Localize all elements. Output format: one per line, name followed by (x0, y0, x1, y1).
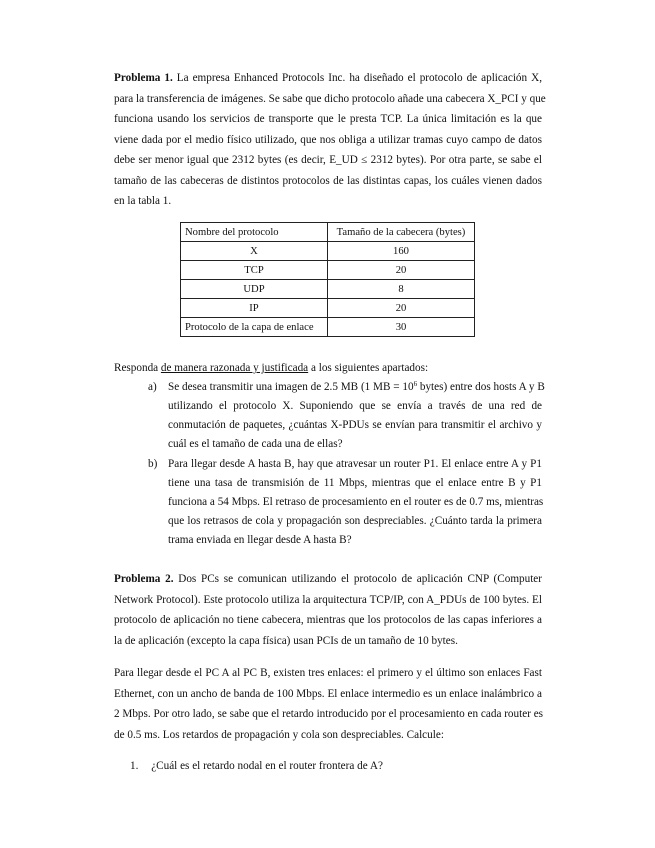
table-cell: 8 (328, 280, 475, 299)
table-header-row (181, 223, 475, 242)
numbered-question-1 (130, 760, 383, 772)
problem1-label: Problema 1. (114, 72, 173, 84)
protocol-header-table (180, 222, 475, 337)
item-marker: a) (148, 381, 157, 393)
table-cell: X (181, 242, 328, 261)
problem2-paragraph: Problema 2. Dos PCs se comunican utilizando el protocolo de aplicación CNP (Computer Network Protocol). Este protocolo utiliza la arquitectura TCP/IP, con A_PDUs de 100 bytes. El protocolo de aplicación no tiene cabecera, mientras que los protocolos de las capas inferiores a la de aplicación (excepto la capa física) usan PCIs de un tamaño de 10 bytes. (114, 573, 543, 647)
table-header-cell: Nombre del protocolo (181, 223, 328, 242)
table-row (181, 280, 475, 299)
table-cell: IP (181, 299, 328, 318)
underlined-phrase: de manera razonada y justificada (160, 362, 309, 374)
table-row (181, 261, 475, 280)
problem2-label: Problema 2. (114, 573, 174, 585)
table-cell: TCP (181, 261, 328, 280)
table-cell: UDP (181, 280, 328, 299)
question-text: ¿Cuál es el retardo nodal en el router frontera de A? (151, 760, 383, 772)
table-cell: 20 (328, 261, 475, 280)
question-item-b: b) Para llegar desde A hasta B, hay que atravesar un router P1. El enlace entre A y P1 tiene una tasa de transmisión de 11 Mbps, mientras que el enlace entre B y P1 funciona a 54 Mbps. El retraso de procesamiento en el router es de 0.7 ms, mientras que los retrasos de cola y propagación son despreciables. ¿Cuánto tarda la primera trama enviada en llegar desde A hasta B? (148, 455, 542, 550)
item-marker: b) (148, 458, 158, 470)
table-cell: 160 (328, 242, 475, 261)
table-cell: Protocolo de la capa de enlace (181, 318, 328, 337)
question-item-a: a) Se desea transmitir una imagen de 2.5 MB (1 MB = $10^6$ bytes) entre dos hosts A y B utilizando el protocolo X. Suponiendo que se envía a través de una red de conmutación de paquetes, ¿cuántas X-PDUs se envían para transmitir el archivo y cuál es el tamaño de cada una de ellas? (148, 380, 545, 450)
problem1-paragraph: Problema 1. La empresa Enhanced Protocols Inc. ha diseñado el protocolo de aplicación X, para la transferencia de imágenes. Se sabe que dicho protocolo añade una cabecera X_PCI y que funciona usando los servicios de transporte que le presta TCP. La única limitación es la que viene dada por el medio físico utilizado, que nos obliga a utilizar tramas cuyo campo de datos debe ser menor igual que 2312 bytes (es decir, E_UD ≤ 2312 bytes). Por otra parte, se sabe el tamaño de las cabeceras de distintos protocolos de las distintas capas, los cuáles vienen dados en la tabla 1. (114, 72, 546, 207)
table-row (181, 299, 475, 318)
answer-prompt: Responda de manera razonada y justificada a los siguientes apartados: (114, 362, 429, 374)
table-cell: 30 (328, 318, 475, 337)
table-header-cell: Tamaño de la cabecera (bytes) (328, 223, 475, 242)
table-row (181, 242, 475, 261)
table-row (181, 318, 475, 337)
problem2-paragraph-2: Para llegar desde el PC A al PC B, existen tres enlaces: el primero y el último son enlaces Fast Ethernet, con un ancho de banda de 100 Mbps. El enlace intermedio es un enlace inalámbrico a 2 Mbps. Por otro lado, se sabe que el retardo introducido por el procesamiento en cada router es de 0.5 ms. Los retardos de propagación y cola son despreciables. Calcule: (114, 667, 544, 741)
question-number: 1. (130, 760, 139, 772)
table-cell: 20 (328, 299, 475, 318)
